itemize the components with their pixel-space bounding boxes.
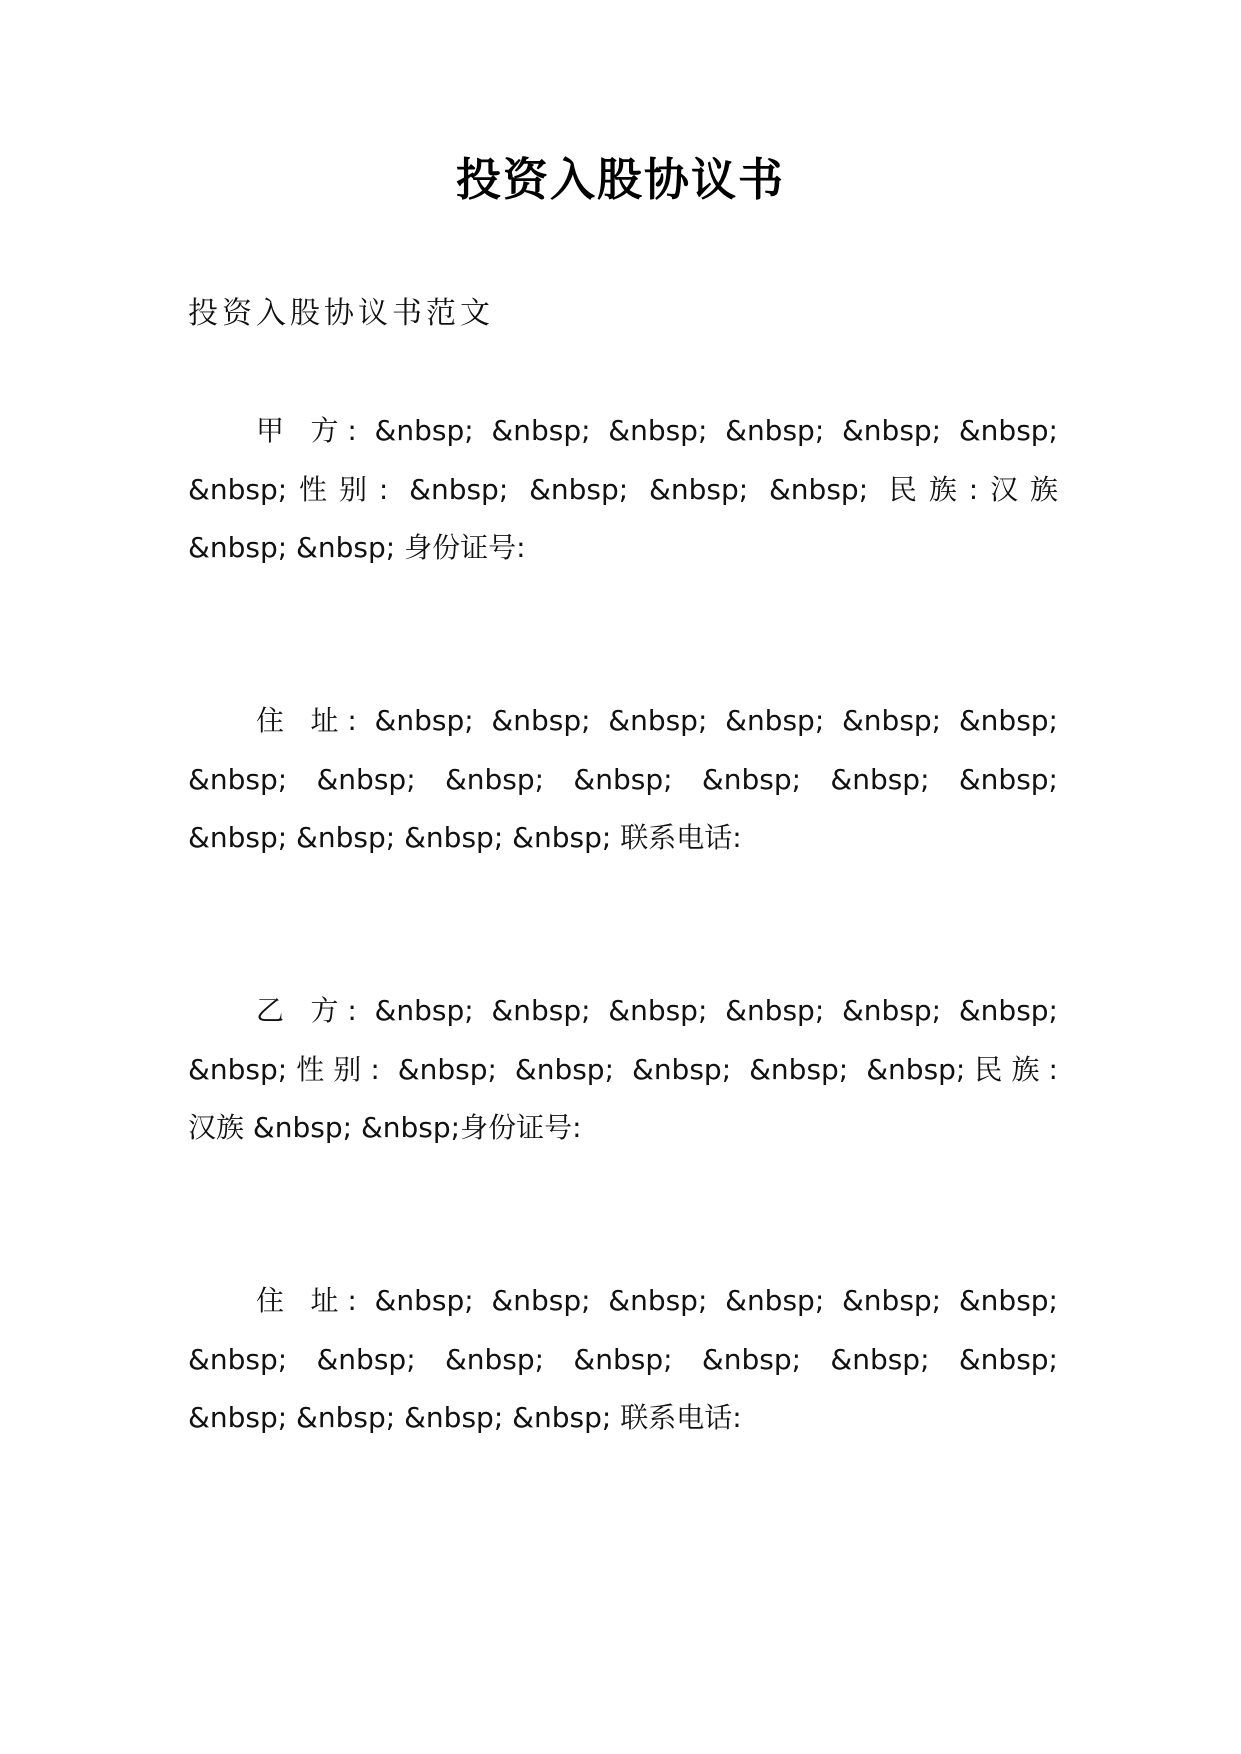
party-b-id-line: 汉族 &nbsp; &nbsp;身份证号: xyxy=(188,1111,582,1144)
party-b-phone-line: &nbsp; &nbsp; &nbsp; &nbsp; 联系电话: xyxy=(188,1401,742,1434)
party-b-name-line: 乙 方: &nbsp; &nbsp; &nbsp; &nbsp; &nbsp; &nbsp; xyxy=(256,994,1058,1027)
party-b-address-line: 住 址: &nbsp; &nbsp; &nbsp; &nbsp; &nbsp; &nbsp; xyxy=(256,1284,1058,1317)
party-a-address-line: 住 址: &nbsp; &nbsp; &nbsp; &nbsp; &nbsp; &nbsp; xyxy=(256,704,1058,737)
party-b-info-paragraph xyxy=(188,982,1058,1158)
party-b-gender-ethnicity-line: &nbsp;性别: &nbsp; &nbsp; &nbsp; &nbsp; &nbsp;民族: xyxy=(188,1052,1058,1086)
party-a-address-continuation-line: &nbsp; &nbsp; &nbsp; &nbsp; &nbsp; &nbsp; &nbsp; xyxy=(188,762,1058,796)
document-subtitle: 投资入股协议书范文 xyxy=(188,296,494,331)
party-b-address-paragraph xyxy=(188,1272,1058,1448)
party-a-name-line: 甲 方: &nbsp; &nbsp; &nbsp; &nbsp; &nbsp; &nbsp; xyxy=(256,414,1058,447)
document-title: 投资入股协议书 xyxy=(455,153,785,206)
party-a-gender-ethnicity-line: &nbsp;性别: &nbsp; &nbsp; &nbsp; &nbsp; 民族:汉族 xyxy=(188,472,1058,506)
party-a-id-line: &nbsp; &nbsp; 身份证号: xyxy=(188,531,526,564)
party-a-address-paragraph xyxy=(188,692,1058,868)
party-a-info-paragraph xyxy=(188,402,1058,578)
party-a-phone-line: &nbsp; &nbsp; &nbsp; &nbsp; 联系电话: xyxy=(188,821,742,854)
party-b-address-continuation-line: &nbsp; &nbsp; &nbsp; &nbsp; &nbsp; &nbsp; &nbsp; xyxy=(188,1342,1058,1376)
